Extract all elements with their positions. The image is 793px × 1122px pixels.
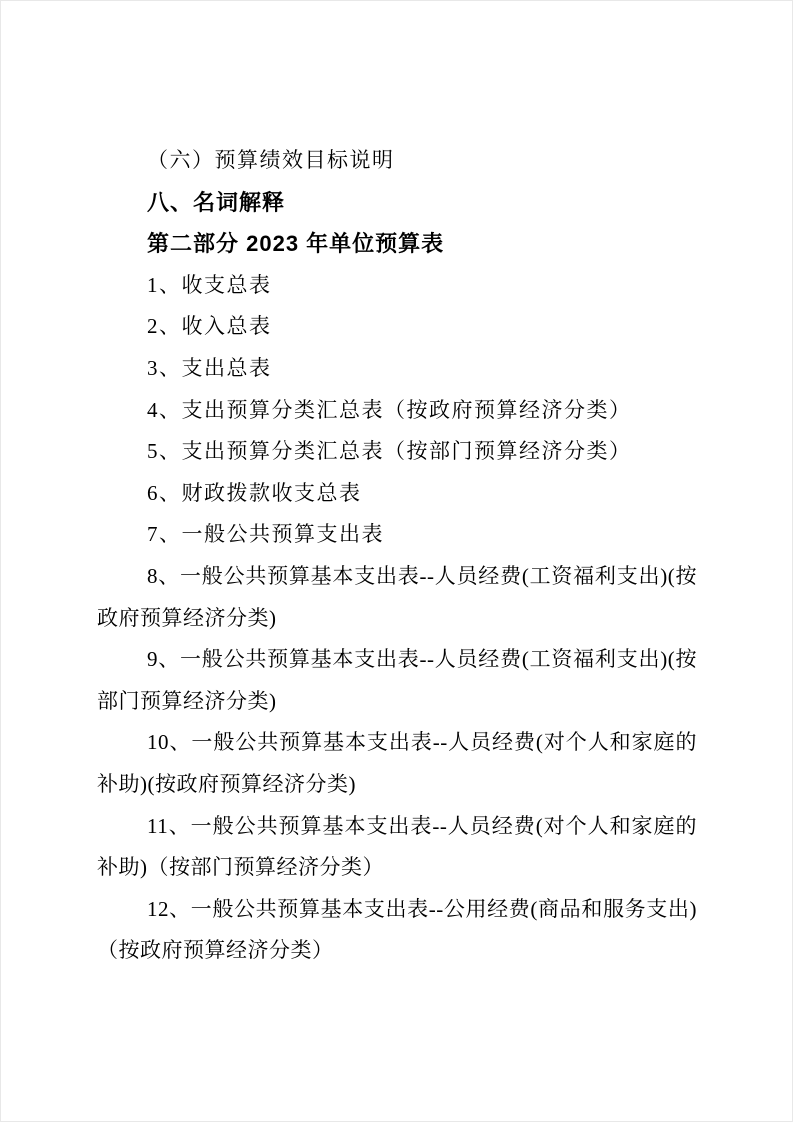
list-item-3-expenditure-summary: 3、支出总表: [147, 355, 272, 380]
list-item-7-general-public-budget-expenditure: 7、一般公共预算支出表: [147, 522, 384, 547]
list-item-4-expenditure-class-gov: 4、支出预算分类汇总表（按政府预算经济分类）: [147, 397, 632, 422]
list-item-11-basic-expenditure-subsidy-dept: 11、一般公共预算基本支出表--人员经费(对个人和家庭的补助)（按部门预算经济分类）: [97, 813, 697, 880]
list-item-8-basic-expenditure-personnel-gov: 8、一般公共预算基本支出表--人员经费(工资福利支出)(按政府预算经济分类): [97, 563, 697, 630]
list-item-6-fiscal-appropriation-summary: 6、财政拨款收支总表: [147, 480, 362, 505]
list-item-1-income-expense-summary: 1、收支总表: [147, 272, 272, 297]
toc-item-budget-performance-note: （六）预算绩效目标说明: [147, 148, 395, 172]
list-item-10-basic-expenditure-subsidy-gov: 10、一般公共预算基本支出表--人员经费(对个人和家庭的补助)(按政府预算经济分类): [97, 730, 697, 796]
heading-glossary: 八、名词解释: [147, 189, 286, 215]
list-item-2-income-summary: 2、收入总表: [147, 314, 272, 339]
list-item-12-basic-expenditure-public-funds-gov: 12、一般公共预算基本支出表--公用经费(商品和服务支出)（按政府预算经济分类）: [97, 896, 697, 963]
list-item-5-expenditure-class-dept: 5、支出预算分类汇总表（按部门预算经济分类）: [147, 439, 632, 464]
heading-part2-budget-tables: 第二部分 2023 年单位预算表: [147, 231, 445, 257]
list-item-9-basic-expenditure-personnel-dept: 9、一般公共预算基本支出表--人员经费(工资福利支出)(按部门预算经济分类): [97, 647, 697, 713]
